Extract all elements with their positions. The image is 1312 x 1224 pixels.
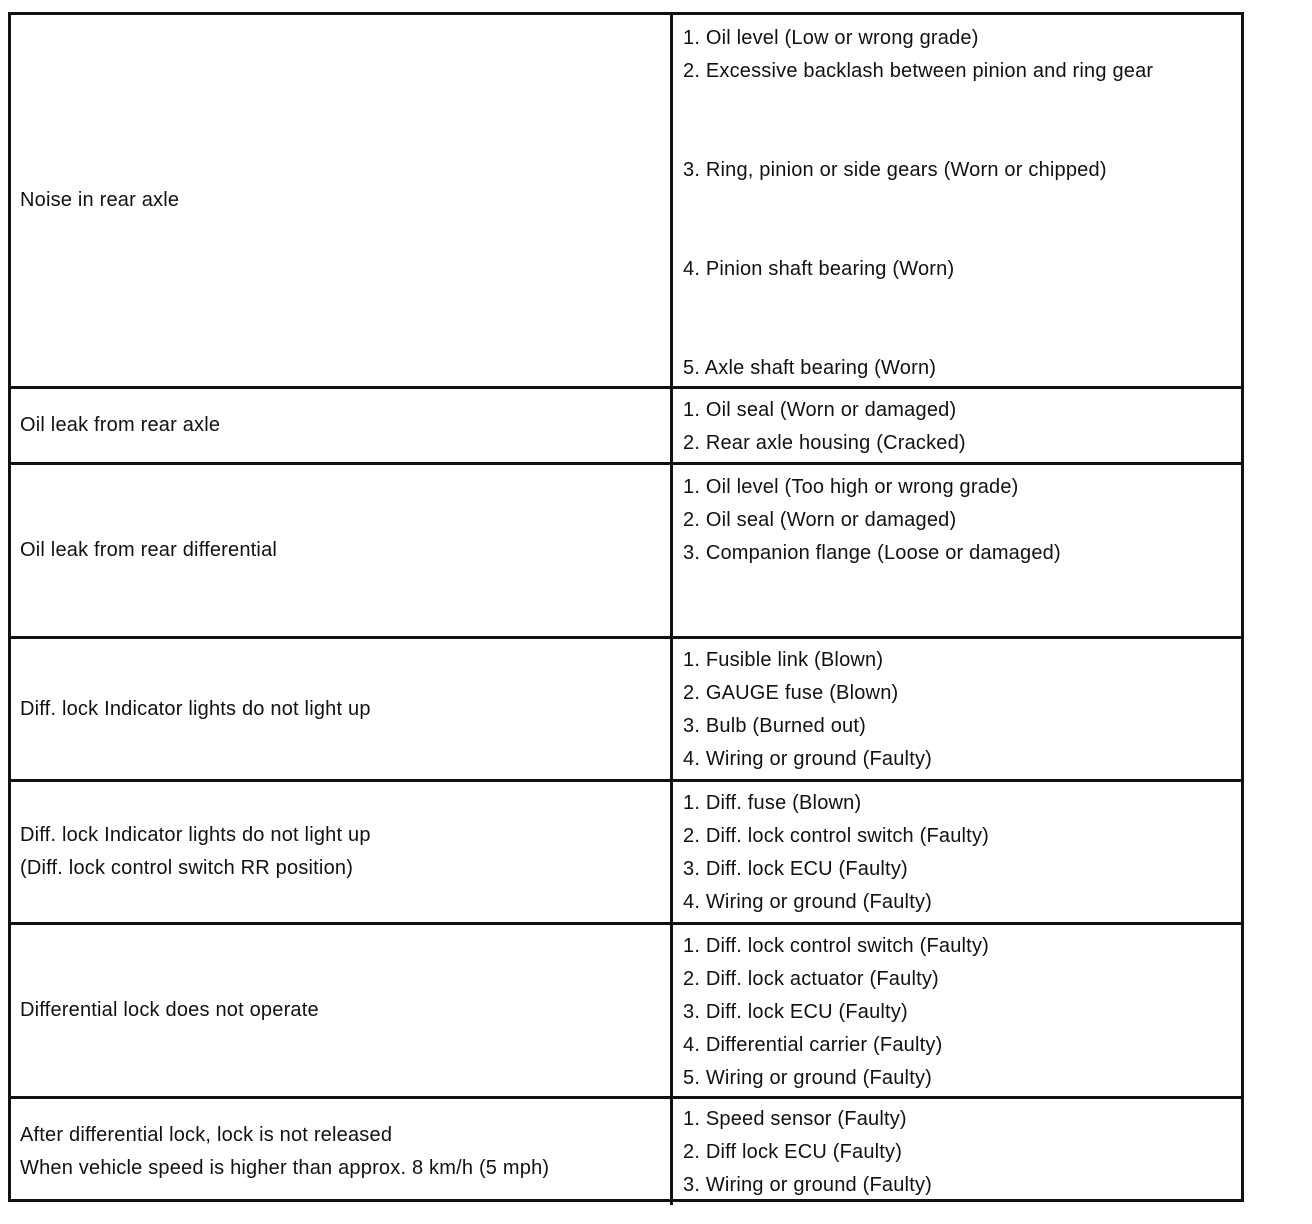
symptom-text: Diff. lock Indicator lights do not light up [20, 824, 371, 846]
symptom-cell [11, 389, 673, 462]
causes-cell [673, 1099, 1241, 1205]
symptom-text: Differential lock does not operate [20, 999, 319, 1021]
causes-cell [673, 639, 1241, 779]
cause-item: 4. Differential carrier (Faulty) [683, 1034, 943, 1056]
symptom-cell [11, 15, 673, 386]
cause-item: 2. Rear axle housing (Cracked) [683, 432, 966, 454]
cause-item: 3. Bulb (Burned out) [683, 715, 866, 737]
causes-cell [673, 15, 1241, 386]
table-row [11, 15, 1241, 389]
cause-item: 2. GAUGE fuse (Blown) [683, 682, 899, 704]
symptom-text: After differential lock, lock is not released [20, 1124, 393, 1146]
troubleshooting-table [8, 12, 1244, 1202]
symptom-cell [11, 782, 673, 922]
cause-item: 4. Pinion shaft bearing (Worn) [683, 258, 955, 280]
cause-item: 3. Ring, pinion or side gears (Worn or chipped) [683, 159, 1107, 181]
cause-item: 5. Wiring or ground (Faulty) [683, 1067, 933, 1089]
cause-item: 2. Diff. lock actuator (Faulty) [683, 968, 939, 990]
table-row [11, 639, 1241, 782]
symptom-text: Diff. lock Indicator lights do not light up [20, 697, 371, 720]
table-row [11, 782, 1241, 925]
symptom-text: When vehicle speed is higher than approx. 8 km/h (5 mph) [20, 1157, 550, 1179]
cause-item: 1. Fusible link (Blown) [683, 649, 884, 671]
cause-item: 3. Companion flange (Loose or damaged) [683, 542, 1061, 564]
cause-item: 4. Wiring or ground (Faulty) [683, 891, 933, 913]
cause-item: 1. Oil level (Too high or wrong grade) [683, 476, 1019, 498]
symptom-text: Oil leak from rear differential [20, 539, 278, 561]
cause-item: 1. Speed sensor (Faulty) [683, 1108, 907, 1130]
cause-item: 1. Oil level (Low or wrong grade) [683, 27, 979, 49]
cause-item: 1. Oil seal (Worn or damaged) [683, 399, 957, 421]
symptom-cell [11, 465, 673, 636]
causes-cell [673, 389, 1241, 462]
cause-item: 2. Diff lock ECU (Faulty) [683, 1141, 903, 1163]
cause-item: 2. Excessive backlash between pinion and ring gear [683, 60, 1154, 82]
cause-item: 2. Diff. lock control switch (Faulty) [683, 825, 990, 847]
cause-item: 2. Oil seal (Worn or damaged) [683, 509, 957, 531]
symptom-cell [11, 1099, 673, 1205]
symptom-cell [11, 639, 673, 779]
symptom-text: Noise in rear axle [20, 189, 180, 211]
causes-cell [673, 465, 1241, 636]
cause-item: 4. Wiring or ground (Faulty) [683, 748, 933, 770]
causes-cell [673, 925, 1241, 1096]
cause-item: 3. Diff. lock ECU (Faulty) [683, 858, 908, 880]
cause-item: 3. Wiring or ground (Faulty) [683, 1174, 933, 1196]
symptom-cell [11, 925, 673, 1096]
cause-item: 1. Diff. fuse (Blown) [683, 792, 862, 814]
causes-cell [673, 782, 1241, 922]
table-row [11, 389, 1241, 465]
cause-item: 5. Axle shaft bearing (Worn) [683, 357, 937, 379]
table-row [11, 1099, 1241, 1205]
cause-item: 3. Diff. lock ECU (Faulty) [683, 1001, 908, 1023]
cause-item: 1. Diff. lock control switch (Faulty) [683, 935, 990, 957]
table-row [11, 925, 1241, 1099]
symptom-text: (Diff. lock control switch RR position) [20, 857, 354, 879]
symptom-text: Oil leak from rear axle [20, 414, 221, 436]
table-row [11, 465, 1241, 639]
